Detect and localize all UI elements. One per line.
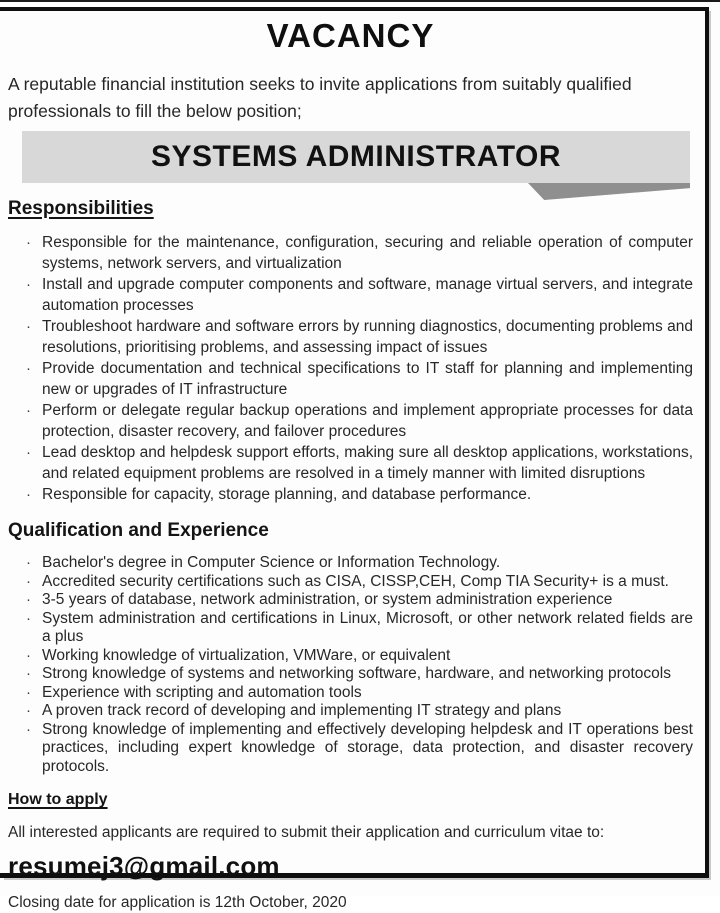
bullet-dot-icon: · [26, 665, 31, 682]
bullet-dot-icon: · [26, 683, 31, 701]
bullet-dot-icon: · [26, 318, 31, 335]
bullet-item [8, 274, 693, 316]
bullet-text: 3-5 years of database, network administration, or system administration experience [42, 591, 613, 608]
bullet-text: System administration and certifications in Linux, Microsoft, or other network related fields are a plus [42, 609, 693, 645]
bullet-item [8, 316, 693, 358]
bullet-item [8, 442, 693, 484]
qualification-list [8, 554, 693, 776]
bullet-item [8, 684, 693, 703]
bullet-item [8, 647, 693, 666]
vacancy-ad-page [0, 7, 709, 911]
intro-text: A reputable financial institution seeks to invite applications from suitably qualified professionals to fill the below position; [8, 74, 632, 121]
bullet-dot-icon: · [26, 486, 31, 503]
bullet-text: Perform or delegate regular backup operations and implement appropriate processes for data protection, disaster recovery, and failover procedures [42, 402, 693, 440]
bullet-dot-icon: · [26, 591, 31, 608]
bullet-dot-icon: · [26, 702, 31, 719]
position-banner [22, 131, 690, 183]
bullet-dot-icon: · [26, 646, 31, 664]
position-title: SYSTEMS ADMINISTRATOR [22, 131, 690, 183]
bullet-item [8, 591, 693, 610]
bullet-item [8, 610, 693, 647]
bullet-text: Strong knowledge of implementing and effectively developing helpdesk and IT operations best practices, including expert knowledge of storage, data protection, and disaster recovery protocols. [42, 720, 693, 775]
bullet-text: Responsible for the maintenance, configuration, securing and reliable operation of computer systems, network servers, and virtualization [42, 234, 693, 272]
bullet-item [8, 400, 693, 442]
bullet-item [8, 721, 693, 777]
apply-instruction: All interested applicants are required to submit their application and curriculum vitae to: [8, 824, 605, 841]
responsibilities-list [8, 232, 693, 505]
top-rule-divider [0, 0, 720, 2]
bullet-text: Install and upgrade computer components and software, manage virtual servers, and integrate automation processes [42, 276, 693, 314]
bullet-dot-icon: · [26, 554, 31, 571]
bullet-dot-icon: · [26, 234, 31, 251]
bullet-dot-icon: · [26, 572, 31, 590]
bullet-dot-icon: · [26, 360, 31, 377]
bullet-item [8, 573, 693, 592]
bullet-text: Provide documentation and technical specifications to IT staff for planning and implementing new or upgrades of IT infrastructure [42, 360, 693, 398]
bullet-item [8, 554, 693, 573]
page-title: VACANCY [266, 17, 435, 54]
bullet-text: Working knowledge of virtualization, VMWare, or equivalent [42, 646, 451, 664]
bullet-text: A proven track record of developing and implementing IT strategy and plans [42, 702, 562, 719]
bullet-dot-icon: · [26, 276, 31, 293]
bullet-dot-icon: · [26, 609, 31, 627]
bullet-text: Lead desktop and helpdesk support efforts, making sure all desktop applications, workstations, and related equipment problems are resolved in a timely manner with limited disruptions [42, 444, 693, 482]
section-heading-responsibilities: Responsibilities [8, 198, 154, 219]
section-heading-qualification: Qualification and Experience [8, 520, 269, 541]
email-address: resumej3@gmail.com [8, 851, 280, 881]
bullet-item [8, 702, 693, 721]
bullet-dot-icon: · [26, 444, 31, 461]
bullet-text: Responsible for capacity, storage planning, and database performance. [42, 486, 532, 503]
bullet-text: Bachelor's degree in Computer Science or Information Technology. [42, 554, 501, 571]
bullet-text: Experience with scripting and automation tools [42, 683, 362, 701]
bullet-text: Accredited security certifications such as CISA, CISSP,CEH, Comp TIA Security+ is a must. [42, 572, 669, 590]
bullet-dot-icon: · [26, 720, 31, 738]
bullet-item [8, 484, 693, 505]
bullet-dot-icon: · [26, 402, 31, 419]
bullet-text: Strong knowledge of systems and networking software, hardware, and networking protocols [42, 665, 671, 682]
bullet-item [8, 232, 693, 274]
bullet-item [8, 665, 693, 684]
bullet-text: Troubleshoot hardware and software errors by running diagnostics, documenting problems and resolutions, prioritising problems, and assessing impact of issues [42, 318, 693, 356]
closing-date: Closing date for application is 12th October, 2020 [8, 894, 347, 911]
how-to-apply-heading: How to apply [8, 791, 108, 808]
bullet-item [8, 358, 693, 400]
